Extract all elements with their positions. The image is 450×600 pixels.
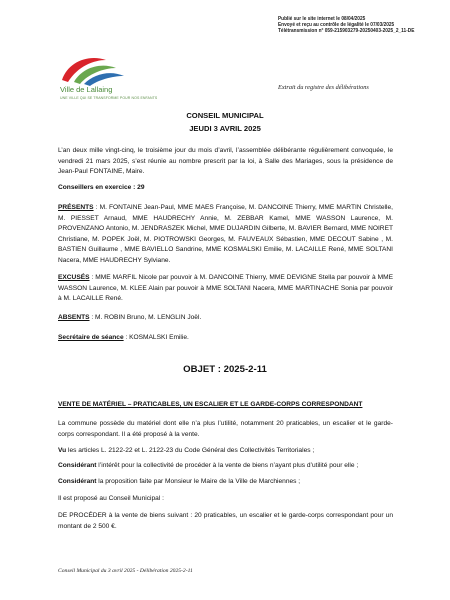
conseillers-count: 29 [137, 184, 145, 191]
stamp-received: Envoyé et reçu au contrôle de légalité le 07/03/2025 [278, 22, 395, 29]
city-tagline: UNE VILLE QUI SE TRANSFORME POUR NOS ENFANTS [60, 96, 158, 100]
register-extract: Extrait du registre des délibérations [278, 84, 369, 91]
council-title: CONSEIL MUNICIPAL [186, 111, 264, 120]
city-name-main: Lallaing [86, 85, 113, 94]
absents-label: ABSENTS [58, 314, 90, 321]
stamp-transmission: Télétransmission n° 059-215903279-20250403-2025_2_11-DE [278, 28, 415, 35]
meeting-date: JEUDI 3 AVRIL 2025 [189, 124, 261, 133]
absents-paragraph: ABSENTS : M. ROBIN Bruno, M. LENGLIN Joël. [58, 314, 202, 321]
excuses-label: EXCUSÉS [58, 274, 90, 281]
subject-heading: VENTE DE MATÉRIEL – PRATICABLES, UN ESCALIER ET LE GARDE-CORPS CORRESPONDANT [58, 401, 363, 408]
page-footer: Conseil Municipal du 3 avril 2025 - Délibération 2025-2-11 [58, 568, 193, 574]
paragraph-2: Il est proposé au Conseil Municipal : [58, 495, 164, 502]
presents-paragraph: PRÉSENTS : M. FONTAINE Jean-Paul, MME MAES Françoise, M. DANCOINE Thierry, MME MARTIN Christelle, M. PIESSET Arnaud, MME HAUDRECHY Annie, M. ZEBBAR Kamel, MME WASSON Laurence, M. PROVENZANO Antonio, M. JENDRASZEK Michel, MME DUJARDIN Gilberte, M. BAVIER Bernard, MME NOIRET Christiane, M. POPEK Joël, M. PIOTROWSKI Georges, M. FAUVEAUX Sébastien, MME DECOUT Sabine , M. BASTIEN Guillaume , MME BAVIELLO Sandrine, MME KOSMALSKI Emilie, M. LACAILLE René, MME SOLTANI Nacera, MME HAUDRECHY Sylviane. [58, 204, 393, 264]
city-name: Ville de Lallaing [60, 85, 113, 94]
considerant-2: Considérant la proposition faite par Monsieur le Maire de la Ville de Marchiennes ; [58, 478, 301, 485]
excuses-paragraph: EXCUSÉS : MME MARFIL Nicole par pouvoir à M. DANCOINE Thierry, MME DEVIGNE Stella par pouvoir à MME WASSON Laurence, M. KLEE Alain par pouvoir à MME SOLTANI Nacera, MME MARTINACHE Sonia par pouvoir à M. LACAILLE René. [58, 274, 393, 303]
objet-heading: OBJET : 2025-2-11 [183, 364, 267, 375]
presents-label: PRÉSENTS [58, 204, 94, 211]
intro-paragraph: L’an deux mille vingt-cinq, le troisième jour du mois d’avril, l’assemblée délibérante régulièrement convoquée, le vendredi 21 mars 2025, s’est réunie au nombre prescrit par la loi, à Salle des Mariages, sous la présidence de Jean-Paul FONTAINE, Maire. [58, 147, 393, 176]
secretaire-label: Secrétaire de séance [58, 334, 124, 341]
stamp-published: Publié sur le site internet le 08/04/2025 [278, 16, 366, 22]
considerant-1: Considérant l’intérêt pour la collectivité de procéder à la vente de biens n’ayant plus d’utilité pour elle ; [58, 462, 359, 469]
conseillers-line: Conseillers en exercice : 29 [58, 184, 145, 191]
paragraph-1: La commune possède du matériel dont elle n’a plus l’utilité, notamment 20 praticables, un escalier et le garde-corps correspondant. Il a été proposé à la vente. [58, 420, 393, 438]
paragraph-3: DE PROCÉDER à la vente de biens suivant : 20 praticables, un escalier et le garde-corps correspondant pour un montant de 2 500 €. [58, 512, 393, 530]
secretaire-paragraph: Secrétaire de séance : KOSMALSKI Emilie. [58, 334, 189, 341]
legal-stamp [278, 16, 434, 35]
vu-paragraph: Vu les articles L. 2122-22 et L. 2122-23 du Code Général des Collectivités Territoriales ; [58, 447, 315, 454]
